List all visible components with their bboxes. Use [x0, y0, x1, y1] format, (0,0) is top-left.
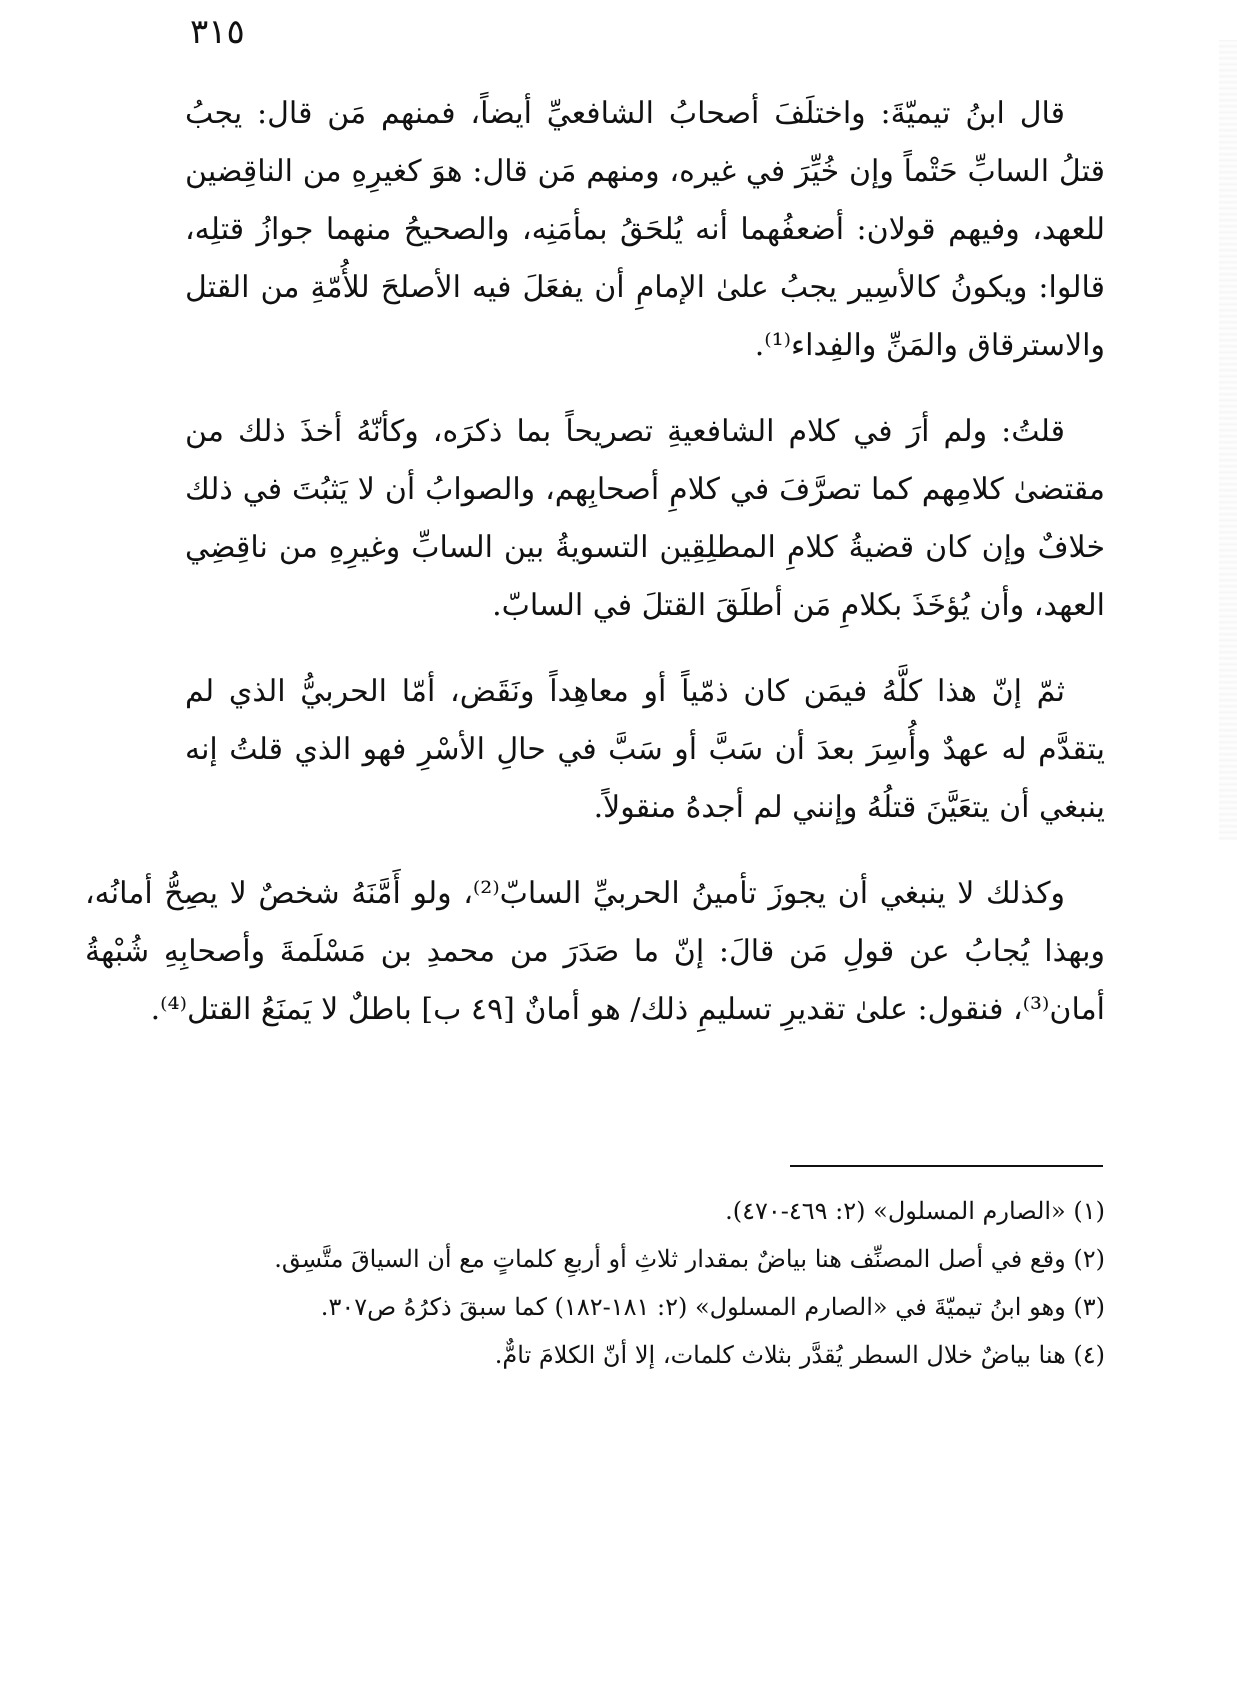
paragraph-harbi-captive: ثمّ إنّ هذا كلَّهُ فيمَن كان ذمّياً أو معاهِداً ونَقَض، أمّا الحربيُّ الذي لم يتقدَّم له عهدٌ وأُسِرَ بعدَ أن سَبَّ أو سَبَّ في حالِ الأسْرِ فهو الذي قلتُ إنه ينبغي أن يتعَيَّنَ قتلُهُ وإنني لم أجدهُ منقولاً.: [185, 674, 1105, 825]
main-text: [85, 85, 1105, 1067]
footnote-1: (١) «الصارم المسلول» (٢: ٤٦٩-٤٧٠).: [725, 1197, 1105, 1225]
footnote-2: (٢) وقع في أصل المصنِّف هنا بياضٌ بمقدار ثلاثِ أو أربعِ كلماتٍ مع أن السياقَ متَّسِق.: [274, 1245, 1105, 1273]
page-number: ٣١٥: [190, 12, 245, 52]
footnote-separator: [790, 1165, 1103, 1167]
paragraph-ibn-taymiyya-quote: قال ابنُ تيميّةَ: واختلَفَ أصحابُ الشافعيِّ أيضاً، فمنهم مَن قال: يجبُ قتلُ السابِّ حَتْماً وإن خُيِّرَ في غيره، ومنهم مَن قال: هوَ كغيرِهِ من الناقِضين للعهد، وفيهم قولان: أضعفُهما أنه يُلحَقُ بمأمَنِه، والصحيحُ منهما جوازُ قتلِه، قالوا: ويكونُ كالأسِير يجبُ علىٰ الإمامِ أن يفعَلَ فيه الأصلحَ للأُمّةِ من القتل والاسترقاق والمَنِّ والفِداء⁽¹⁾.: [185, 96, 1105, 363]
scan-edge-shadow: [1219, 40, 1237, 840]
footnote-3: (٣) وهو ابنُ تيميّةَ في «الصارم المسلول» (٢: ١٨١-١٨٢) كما سبقَ ذكرُهُ ص٣٠٧.: [320, 1293, 1105, 1321]
footnotes: [185, 1190, 1105, 1382]
paragraph-author-comment: قلتُ: ولم أرَ في كلام الشافعيةِ تصريحاً بما ذكرَه، وكأنّهُ أخذَ ذلك من مقتضىٰ كلامِهم كما تصرَّفَ في كلامِ أصحابِهم، والصوابُ أن لا يَثبُتَ في ذلك خلافٌ وإن كان قضيةُ كلامِ المطلِقِين التسويةُ بين السابِّ وغيرِهِ من ناقِضِي العهد، وأن يُؤخَذَ بكلامِ مَن أطلَقَ القتلَ في السابّ.: [185, 414, 1105, 623]
footnote-4: (٤) هنا بياضٌ خلال السطر يُقدَّر بثلاث كلمات، إلا أنّ الكلامَ تامٌّ.: [494, 1341, 1105, 1369]
paragraph-aman-ruling: وكذلك لا ينبغي أن يجوزَ تأمينُ الحربيِّ السابّ⁽²⁾، ولو أَمَّنَهُ شخصٌ لا يصِحُّ أمانُه، وبهذا يُجابُ عن قولِ مَن قالَ: إنّ ما صَدَرَ من محمدِ بن مَسْلَمةَ وأصحابِهِ شُبْهةُ أمان⁽³⁾، فنقول: علىٰ تقديرِ تسليمِ ذلك/ هو أمانٌ [٤٩ ب] باطلٌ لا يَمنَعُ القتل⁽⁴⁾.: [85, 876, 1105, 1027]
